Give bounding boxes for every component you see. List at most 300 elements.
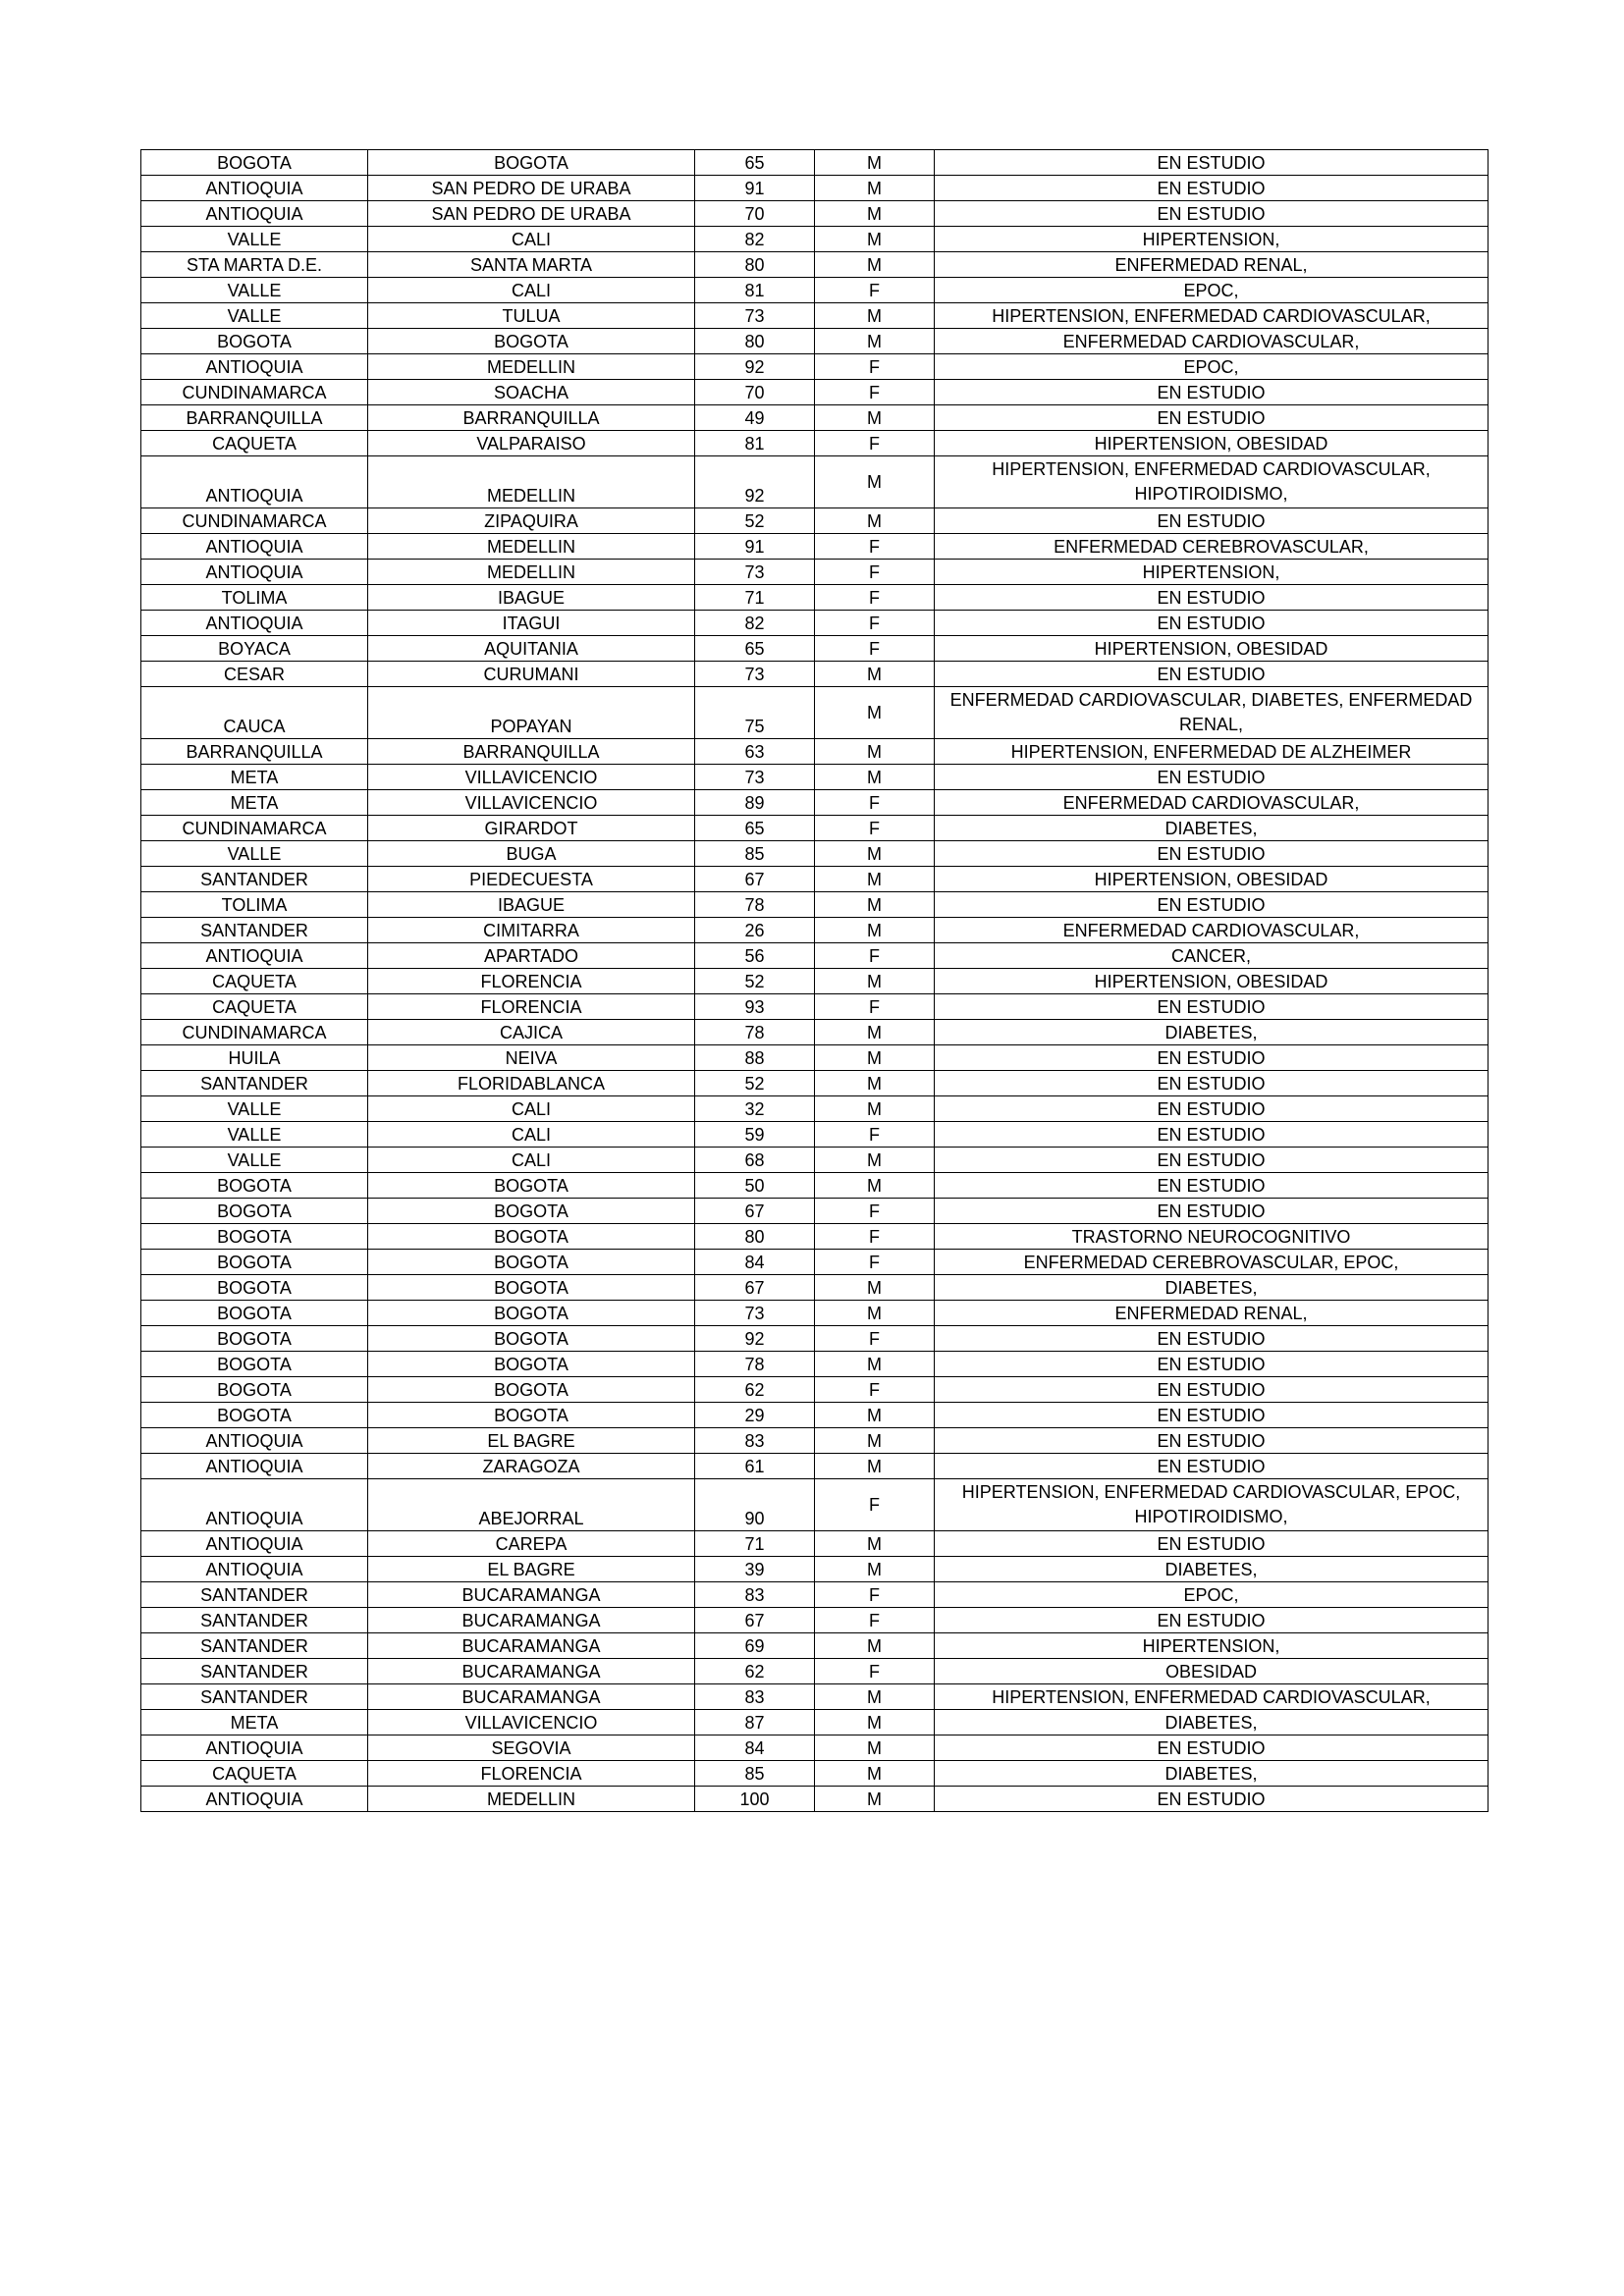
age-cell: 67 xyxy=(695,1608,815,1633)
age-cell: 39 xyxy=(695,1557,815,1582)
comorbidities-cell: ENFERMEDAD CARDIOVASCULAR, DIABETES, ENFERMEDAD RENAL, xyxy=(935,687,1489,739)
department-cell: ANTIOQUIA xyxy=(141,1531,368,1557)
sex-cell: F xyxy=(815,354,935,380)
comorbidities-cell: ENFERMEDAD CARDIOVASCULAR, xyxy=(935,918,1489,943)
table-row xyxy=(141,1454,1489,1479)
table-row xyxy=(141,431,1489,456)
comorbidities-cell: ENFERMEDAD CARDIOVASCULAR, xyxy=(935,790,1489,816)
municipality-cell: BOGOTA xyxy=(368,1403,695,1428)
department-cell: HUILA xyxy=(141,1045,368,1071)
sex-cell: M xyxy=(815,765,935,790)
comorbidities-cell: EN ESTUDIO xyxy=(935,662,1489,687)
table-row xyxy=(141,354,1489,380)
age-cell: 83 xyxy=(695,1684,815,1710)
age-cell: 82 xyxy=(695,227,815,252)
sex-cell: M xyxy=(815,1787,935,1812)
comorbidities-cell: EN ESTUDIO xyxy=(935,405,1489,431)
municipality-cell: MEDELLIN xyxy=(368,560,695,585)
sex-cell: M xyxy=(815,1352,935,1377)
age-cell: 52 xyxy=(695,1071,815,1096)
sex-cell: M xyxy=(815,1454,935,1479)
sex-cell: M xyxy=(815,1428,935,1454)
comorbidities-cell: EN ESTUDIO xyxy=(935,585,1489,611)
department-cell: ANTIOQUIA xyxy=(141,1557,368,1582)
table-row xyxy=(141,816,1489,841)
sex-cell: M xyxy=(815,405,935,431)
table-row xyxy=(141,1787,1489,1812)
age-cell: 91 xyxy=(695,176,815,201)
department-cell: CUNDINAMARCA xyxy=(141,1020,368,1045)
table-row xyxy=(141,969,1489,994)
department-cell: VALLE xyxy=(141,1148,368,1173)
comorbidities-cell: EN ESTUDIO xyxy=(935,1608,1489,1633)
department-cell: ANTIOQUIA xyxy=(141,456,368,508)
municipality-cell: VILLAVICENCIO xyxy=(368,1710,695,1735)
age-cell: 92 xyxy=(695,354,815,380)
comorbidities-cell: EN ESTUDIO xyxy=(935,1071,1489,1096)
table-row xyxy=(141,790,1489,816)
comorbidities-cell: EN ESTUDIO xyxy=(935,1454,1489,1479)
municipality-cell: BOGOTA xyxy=(368,1352,695,1377)
sex-cell: F xyxy=(815,1250,935,1275)
municipality-cell: CALI xyxy=(368,1122,695,1148)
comorbidities-cell: EN ESTUDIO xyxy=(935,1735,1489,1761)
department-cell: META xyxy=(141,1710,368,1735)
comorbidities-cell: ENFERMEDAD CEREBROVASCULAR, EPOC, xyxy=(935,1250,1489,1275)
sex-cell: M xyxy=(815,1557,935,1582)
department-cell: VALLE xyxy=(141,227,368,252)
table-row xyxy=(141,329,1489,354)
age-cell: 73 xyxy=(695,560,815,585)
table-row xyxy=(141,1071,1489,1096)
comorbidities-cell: HIPERTENSION, ENFERMEDAD CARDIOVASCULAR, EPOC, HIPOTIROIDISMO, xyxy=(935,1479,1489,1531)
department-cell: BOYACA xyxy=(141,636,368,662)
age-cell: 52 xyxy=(695,508,815,534)
municipality-cell: CALI xyxy=(368,1148,695,1173)
municipality-cell: BOGOTA xyxy=(368,329,695,354)
department-cell: BOGOTA xyxy=(141,1275,368,1301)
department-cell: STA MARTA D.E. xyxy=(141,252,368,278)
age-cell: 73 xyxy=(695,765,815,790)
municipality-cell: BARRANQUILLA xyxy=(368,405,695,431)
comorbidities-cell: DIABETES, xyxy=(935,1761,1489,1787)
comorbidities-cell: EN ESTUDIO xyxy=(935,841,1489,867)
municipality-cell: CURUMANI xyxy=(368,662,695,687)
table-row xyxy=(141,687,1489,739)
municipality-cell: CAREPA xyxy=(368,1531,695,1557)
age-cell: 80 xyxy=(695,329,815,354)
municipality-cell: BOGOTA xyxy=(368,1377,695,1403)
municipality-cell: BOGOTA xyxy=(368,150,695,176)
age-cell: 68 xyxy=(695,1148,815,1173)
comorbidities-cell: EPOC, xyxy=(935,278,1489,303)
age-cell: 73 xyxy=(695,662,815,687)
table-row xyxy=(141,994,1489,1020)
sex-cell: F xyxy=(815,636,935,662)
table-row xyxy=(141,662,1489,687)
age-cell: 83 xyxy=(695,1582,815,1608)
municipality-cell: BUCARAMANGA xyxy=(368,1684,695,1710)
sex-cell: M xyxy=(815,1761,935,1787)
municipality-cell: BOGOTA xyxy=(368,1173,695,1199)
comorbidities-cell: HIPERTENSION, ENFERMEDAD DE ALZHEIMER xyxy=(935,739,1489,765)
table-row xyxy=(141,534,1489,560)
sex-cell: M xyxy=(815,739,935,765)
table-row xyxy=(141,1352,1489,1377)
department-cell: BOGOTA xyxy=(141,1199,368,1224)
comorbidities-cell: EN ESTUDIO xyxy=(935,1531,1489,1557)
table-row xyxy=(141,1761,1489,1787)
municipality-cell: TULUA xyxy=(368,303,695,329)
table-row xyxy=(141,1148,1489,1173)
sex-cell: M xyxy=(815,1684,935,1710)
age-cell: 100 xyxy=(695,1787,815,1812)
comorbidities-cell: EN ESTUDIO xyxy=(935,765,1489,790)
comorbidities-cell: ENFERMEDAD RENAL, xyxy=(935,252,1489,278)
table-row xyxy=(141,1582,1489,1608)
age-cell: 81 xyxy=(695,431,815,456)
department-cell: ANTIOQUIA xyxy=(141,1428,368,1454)
sex-cell: M xyxy=(815,687,935,739)
age-cell: 69 xyxy=(695,1633,815,1659)
comorbidities-cell: ENFERMEDAD CEREBROVASCULAR, xyxy=(935,534,1489,560)
sex-cell: M xyxy=(815,303,935,329)
table-row xyxy=(141,303,1489,329)
comorbidities-cell: EN ESTUDIO xyxy=(935,1045,1489,1071)
age-cell: 65 xyxy=(695,150,815,176)
department-cell: ANTIOQUIA xyxy=(141,534,368,560)
sex-cell: M xyxy=(815,252,935,278)
table-row xyxy=(141,560,1489,585)
table-row xyxy=(141,1250,1489,1275)
department-cell: VALLE xyxy=(141,1096,368,1122)
comorbidities-cell: EN ESTUDIO xyxy=(935,1173,1489,1199)
sex-cell: F xyxy=(815,816,935,841)
age-cell: 26 xyxy=(695,918,815,943)
age-cell: 70 xyxy=(695,380,815,405)
age-cell: 75 xyxy=(695,687,815,739)
comorbidities-cell: HIPERTENSION, ENFERMEDAD CARDIOVASCULAR, HIPOTIROIDISMO, xyxy=(935,456,1489,508)
department-cell: BOGOTA xyxy=(141,1352,368,1377)
age-cell: 85 xyxy=(695,841,815,867)
municipality-cell: CIMITARRA xyxy=(368,918,695,943)
department-cell: CAQUETA xyxy=(141,994,368,1020)
department-cell: CESAR xyxy=(141,662,368,687)
department-cell: TOLIMA xyxy=(141,585,368,611)
table-row xyxy=(141,456,1489,508)
sex-cell: M xyxy=(815,201,935,227)
sex-cell: M xyxy=(815,918,935,943)
sex-cell: M xyxy=(815,1403,935,1428)
sex-cell: M xyxy=(815,1735,935,1761)
table-row xyxy=(141,252,1489,278)
comorbidities-cell: CANCER, xyxy=(935,943,1489,969)
municipality-cell: BARRANQUILLA xyxy=(368,739,695,765)
municipality-cell: SANTA MARTA xyxy=(368,252,695,278)
age-cell: 90 xyxy=(695,1479,815,1531)
municipality-cell: MEDELLIN xyxy=(368,456,695,508)
table-row xyxy=(141,278,1489,303)
municipality-cell: IBAGUE xyxy=(368,892,695,918)
sex-cell: F xyxy=(815,611,935,636)
department-cell: CAQUETA xyxy=(141,1761,368,1787)
municipality-cell: SEGOVIA xyxy=(368,1735,695,1761)
age-cell: 73 xyxy=(695,1301,815,1326)
comorbidities-cell: EPOC, xyxy=(935,1582,1489,1608)
department-cell: BOGOTA xyxy=(141,329,368,354)
age-cell: 32 xyxy=(695,1096,815,1122)
table-row xyxy=(141,918,1489,943)
cases-table xyxy=(140,149,1489,1812)
age-cell: 91 xyxy=(695,534,815,560)
sex-cell: F xyxy=(815,1582,935,1608)
department-cell: SANTANDER xyxy=(141,1582,368,1608)
sex-cell: F xyxy=(815,560,935,585)
comorbidities-cell: EN ESTUDIO xyxy=(935,176,1489,201)
municipality-cell: BOGOTA xyxy=(368,1326,695,1352)
age-cell: 62 xyxy=(695,1659,815,1684)
municipality-cell: FLORENCIA xyxy=(368,994,695,1020)
comorbidities-cell: HIPERTENSION, OBESIDAD xyxy=(935,431,1489,456)
department-cell: SANTANDER xyxy=(141,1684,368,1710)
table-row xyxy=(141,1275,1489,1301)
age-cell: 65 xyxy=(695,816,815,841)
department-cell: ANTIOQUIA xyxy=(141,560,368,585)
comorbidities-cell: EN ESTUDIO xyxy=(935,611,1489,636)
municipality-cell: MEDELLIN xyxy=(368,1787,695,1812)
comorbidities-cell: EN ESTUDIO xyxy=(935,994,1489,1020)
municipality-cell: APARTADO xyxy=(368,943,695,969)
municipality-cell: EL BAGRE xyxy=(368,1557,695,1582)
department-cell: CUNDINAMARCA xyxy=(141,508,368,534)
sex-cell: M xyxy=(815,1301,935,1326)
age-cell: 78 xyxy=(695,1020,815,1045)
sex-cell: M xyxy=(815,892,935,918)
department-cell: VALLE xyxy=(141,278,368,303)
age-cell: 84 xyxy=(695,1250,815,1275)
department-cell: SANTANDER xyxy=(141,1071,368,1096)
municipality-cell: BUGA xyxy=(368,841,695,867)
sex-cell: M xyxy=(815,662,935,687)
comorbidities-cell: EN ESTUDIO xyxy=(935,150,1489,176)
table-row xyxy=(141,1122,1489,1148)
comorbidities-cell: EN ESTUDIO xyxy=(935,1096,1489,1122)
department-cell: ANTIOQUIA xyxy=(141,1479,368,1531)
comorbidities-cell: DIABETES, xyxy=(935,1275,1489,1301)
age-cell: 56 xyxy=(695,943,815,969)
municipality-cell: ITAGUI xyxy=(368,611,695,636)
municipality-cell: ZARAGOZA xyxy=(368,1454,695,1479)
sex-cell: F xyxy=(815,1122,935,1148)
table-row xyxy=(141,892,1489,918)
municipality-cell: FLORENCIA xyxy=(368,1761,695,1787)
sex-cell: F xyxy=(815,431,935,456)
municipality-cell: SAN PEDRO DE URABA xyxy=(368,201,695,227)
comorbidities-cell: HIPERTENSION, OBESIDAD xyxy=(935,969,1489,994)
age-cell: 87 xyxy=(695,1710,815,1735)
age-cell: 67 xyxy=(695,1199,815,1224)
department-cell: CAUCA xyxy=(141,687,368,739)
table-row xyxy=(141,1608,1489,1633)
municipality-cell: VALPARAISO xyxy=(368,431,695,456)
table-row xyxy=(141,1301,1489,1326)
municipality-cell: BOGOTA xyxy=(368,1301,695,1326)
municipality-cell: CAJICA xyxy=(368,1020,695,1045)
municipality-cell: BOGOTA xyxy=(368,1275,695,1301)
table-row xyxy=(141,611,1489,636)
comorbidities-cell: EPOC, xyxy=(935,354,1489,380)
municipality-cell: BOGOTA xyxy=(368,1224,695,1250)
age-cell: 62 xyxy=(695,1377,815,1403)
sex-cell: M xyxy=(815,456,935,508)
table-row xyxy=(141,1326,1489,1352)
age-cell: 59 xyxy=(695,1122,815,1148)
municipality-cell: IBAGUE xyxy=(368,585,695,611)
comorbidities-cell: EN ESTUDIO xyxy=(935,1377,1489,1403)
age-cell: 78 xyxy=(695,892,815,918)
comorbidities-cell: EN ESTUDIO xyxy=(935,1326,1489,1352)
municipality-cell: SOACHA xyxy=(368,380,695,405)
table-row xyxy=(141,1531,1489,1557)
comorbidities-cell: EN ESTUDIO xyxy=(935,1199,1489,1224)
comorbidities-cell: EN ESTUDIO xyxy=(935,1122,1489,1148)
department-cell: ANTIOQUIA xyxy=(141,943,368,969)
table-row xyxy=(141,1377,1489,1403)
department-cell: CAQUETA xyxy=(141,431,368,456)
comorbidities-cell: EN ESTUDIO xyxy=(935,380,1489,405)
age-cell: 49 xyxy=(695,405,815,431)
table-row xyxy=(141,1735,1489,1761)
municipality-cell: ABEJORRAL xyxy=(368,1479,695,1531)
comorbidities-cell: EN ESTUDIO xyxy=(935,1428,1489,1454)
comorbidities-cell: HIPERTENSION, ENFERMEDAD CARDIOVASCULAR, xyxy=(935,303,1489,329)
table-row xyxy=(141,1020,1489,1045)
sex-cell: F xyxy=(815,994,935,1020)
sex-cell: M xyxy=(815,969,935,994)
table-row xyxy=(141,1684,1489,1710)
municipality-cell: VILLAVICENCIO xyxy=(368,790,695,816)
sex-cell: F xyxy=(815,1659,935,1684)
age-cell: 73 xyxy=(695,303,815,329)
comorbidities-cell: HIPERTENSION, xyxy=(935,560,1489,585)
table-row xyxy=(141,943,1489,969)
sex-cell: M xyxy=(815,1710,935,1735)
table-row xyxy=(141,1224,1489,1250)
table-row xyxy=(141,841,1489,867)
age-cell: 80 xyxy=(695,1224,815,1250)
municipality-cell: POPAYAN xyxy=(368,687,695,739)
municipality-cell: GIRARDOT xyxy=(368,816,695,841)
municipality-cell: BUCARAMANGA xyxy=(368,1659,695,1684)
table-row xyxy=(141,1096,1489,1122)
municipality-cell: AQUITANIA xyxy=(368,636,695,662)
department-cell: SANTANDER xyxy=(141,1608,368,1633)
department-cell: SANTANDER xyxy=(141,918,368,943)
document-page xyxy=(140,149,1488,1812)
age-cell: 89 xyxy=(695,790,815,816)
comorbidities-cell: DIABETES, xyxy=(935,1020,1489,1045)
municipality-cell: MEDELLIN xyxy=(368,354,695,380)
comorbidities-cell: EN ESTUDIO xyxy=(935,1787,1489,1812)
age-cell: 67 xyxy=(695,867,815,892)
department-cell: META xyxy=(141,790,368,816)
age-cell: 83 xyxy=(695,1428,815,1454)
age-cell: 65 xyxy=(695,636,815,662)
table-row xyxy=(141,227,1489,252)
age-cell: 82 xyxy=(695,611,815,636)
department-cell: SANTANDER xyxy=(141,867,368,892)
municipality-cell: VILLAVICENCIO xyxy=(368,765,695,790)
table-row xyxy=(141,1403,1489,1428)
municipality-cell: NEIVA xyxy=(368,1045,695,1071)
table-row xyxy=(141,1428,1489,1454)
table-row xyxy=(141,1659,1489,1684)
comorbidities-cell: EN ESTUDIO xyxy=(935,1403,1489,1428)
department-cell: META xyxy=(141,765,368,790)
sex-cell: M xyxy=(815,1633,935,1659)
municipality-cell: CALI xyxy=(368,1096,695,1122)
table-row xyxy=(141,1045,1489,1071)
department-cell: BOGOTA xyxy=(141,1326,368,1352)
comorbidities-cell: DIABETES, xyxy=(935,816,1489,841)
department-cell: SANTANDER xyxy=(141,1659,368,1684)
municipality-cell: SAN PEDRO DE URABA xyxy=(368,176,695,201)
sex-cell: F xyxy=(815,1224,935,1250)
department-cell: BARRANQUILLA xyxy=(141,405,368,431)
age-cell: 84 xyxy=(695,1735,815,1761)
department-cell: BOGOTA xyxy=(141,1173,368,1199)
table-row xyxy=(141,585,1489,611)
sex-cell: M xyxy=(815,841,935,867)
comorbidities-cell: EN ESTUDIO xyxy=(935,892,1489,918)
sex-cell: M xyxy=(815,867,935,892)
table-row xyxy=(141,636,1489,662)
comorbidities-cell: HIPERTENSION, xyxy=(935,227,1489,252)
department-cell: ANTIOQUIA xyxy=(141,354,368,380)
municipality-cell: BUCARAMANGA xyxy=(368,1608,695,1633)
municipality-cell: CALI xyxy=(368,278,695,303)
sex-cell: M xyxy=(815,508,935,534)
municipality-cell: FLORENCIA xyxy=(368,969,695,994)
comorbidities-cell: DIABETES, xyxy=(935,1557,1489,1582)
table-row xyxy=(141,201,1489,227)
sex-cell: M xyxy=(815,1148,935,1173)
sex-cell: M xyxy=(815,1275,935,1301)
department-cell: BOGOTA xyxy=(141,1224,368,1250)
table-row xyxy=(141,867,1489,892)
table-row xyxy=(141,1173,1489,1199)
municipality-cell: BUCARAMANGA xyxy=(368,1582,695,1608)
sex-cell: F xyxy=(815,790,935,816)
municipality-cell: BUCARAMANGA xyxy=(368,1633,695,1659)
sex-cell: F xyxy=(815,1479,935,1531)
comorbidities-cell: TRASTORNO NEUROCOGNITIVO xyxy=(935,1224,1489,1250)
department-cell: ANTIOQUIA xyxy=(141,201,368,227)
table-row xyxy=(141,150,1489,176)
table-row xyxy=(141,765,1489,790)
table-row xyxy=(141,380,1489,405)
comorbidities-cell: EN ESTUDIO xyxy=(935,201,1489,227)
municipality-cell: BOGOTA xyxy=(368,1250,695,1275)
comorbidities-cell: HIPERTENSION, ENFERMEDAD CARDIOVASCULAR, xyxy=(935,1684,1489,1710)
age-cell: 71 xyxy=(695,1531,815,1557)
department-cell: VALLE xyxy=(141,303,368,329)
sex-cell: M xyxy=(815,1096,935,1122)
age-cell: 88 xyxy=(695,1045,815,1071)
department-cell: BOGOTA xyxy=(141,1301,368,1326)
municipality-cell: ZIPAQUIRA xyxy=(368,508,695,534)
sex-cell: F xyxy=(815,1608,935,1633)
